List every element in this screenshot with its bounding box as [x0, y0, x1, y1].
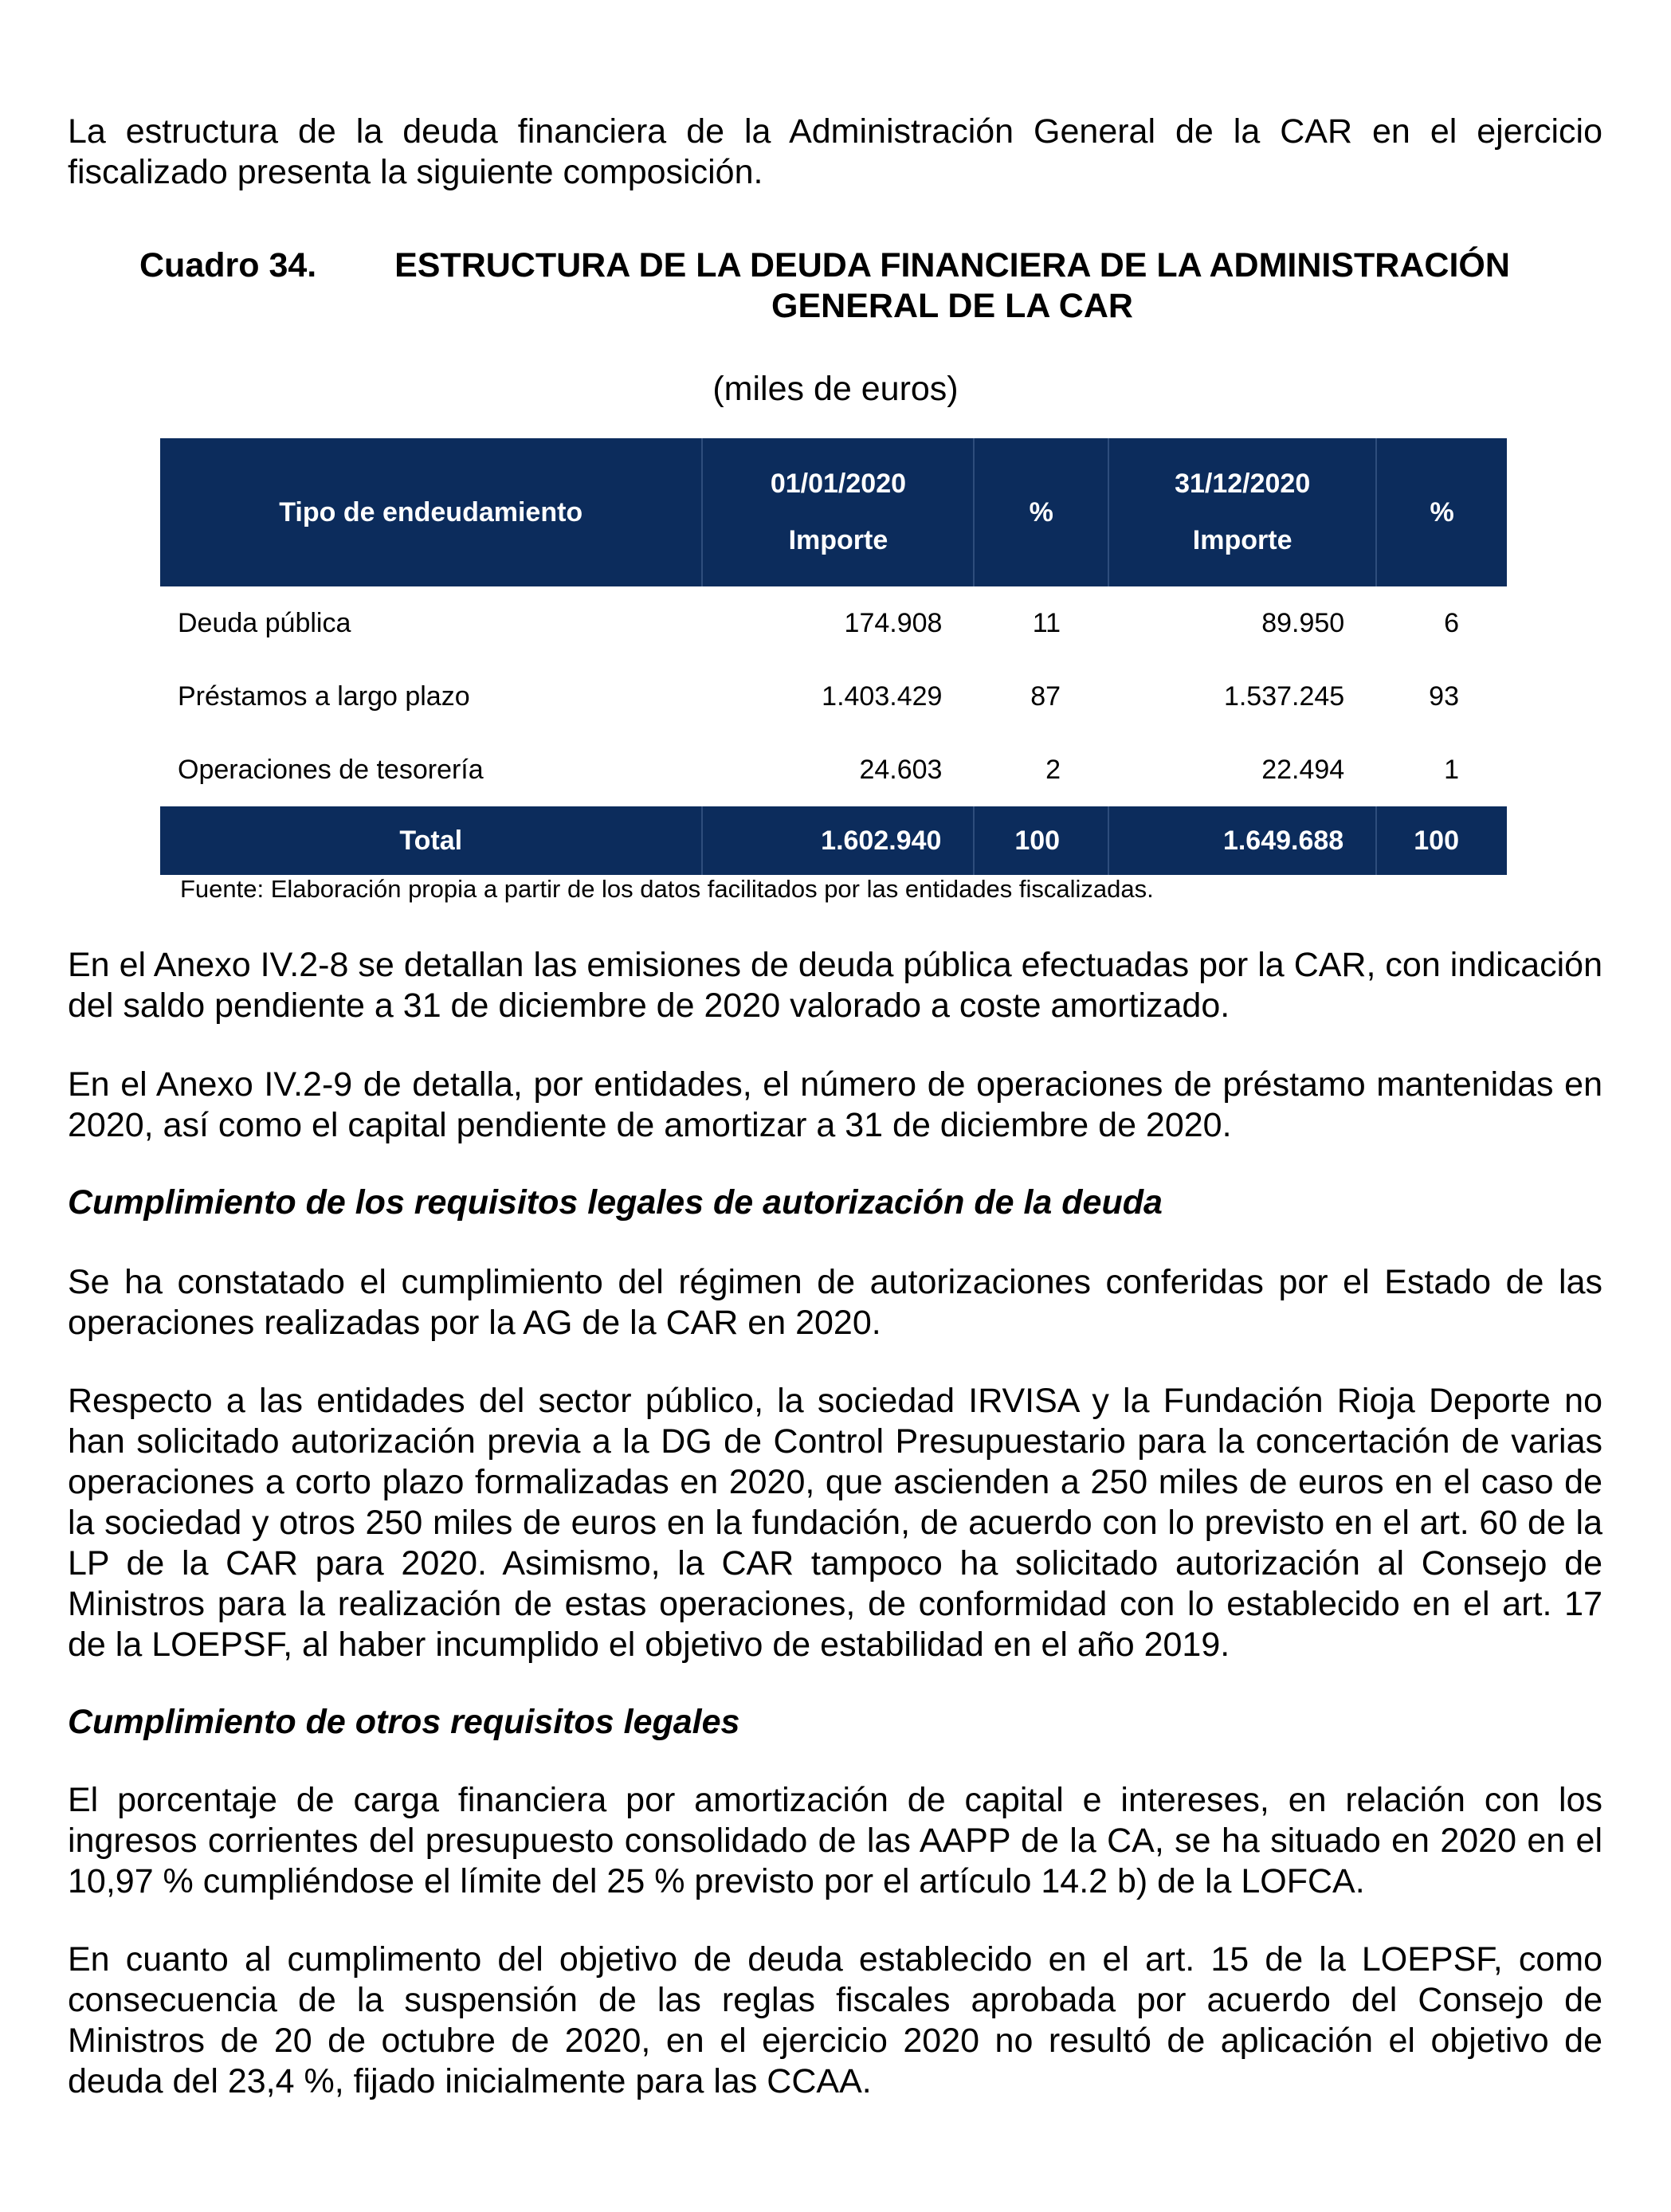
table-number: Cuadro 34. — [139, 246, 317, 284]
total-label: Total — [160, 806, 702, 875]
debt-structure-table — [160, 438, 1507, 875]
table-row — [160, 586, 1507, 660]
row-pct-end: 6 — [1444, 607, 1459, 638]
paragraph-sector-publico: Respecto a las entidades del sector público, la sociedad IRVISA y la Fundación Rioja Deporte no han solicitado autorización previa a la DG de Control Presupuestario para la concertación de varias operaciones a corto plazo formalizadas en 2020, que ascienden a 250 miles de euros en el caso de la sociedad y otros 250 miles de euros en la fundación, de acuerdo con lo previsto en el art. 60 de la LP de la CAR para 2020. Asimismo, la CAR tampoco ha solicitado autorización al Consejo de Ministros para la realización de estas operaciones, de conformidad con lo establecido en el art. 17 de la LOEPSF, al haber incumplido el objetivo de estabilidad en el año 2019. — [68, 1382, 1602, 1664]
header-date2 — [1108, 438, 1376, 586]
row-pct-start: 87 — [1030, 680, 1061, 712]
header-date1 — [702, 438, 974, 586]
intro-paragraph: La estructura de la deuda financiera de la Administración General de la CAR en el ejercicio fiscalizado presenta la siguiente composición. — [68, 112, 1602, 191]
paragraph-anexo-8: En el Anexo IV.2-8 se detallan las emisiones de deuda pública efectuadas por la CAR, con indicación del saldo pendiente a 31 de diciembre de 2020 valorado a coste amortizado. — [68, 946, 1602, 1025]
paragraph-objetivo-deuda: En cuanto al cumplimento del objetivo de deuda establecido en el art. 15 de la LOEPSF, como consecuencia de la suspensión de las reglas fiscales aprobada por acuerdo del Consejo de Ministros de 20 de octubre de 2020, en el ejercicio 2020 no resultó de aplicación el objetivo de deuda del 23,4 %, fijado inicialmente para las CCAA. — [68, 1940, 1602, 2100]
paragraph-anexo-9: En el Anexo IV.2-9 de detalla, por entidades, el número de operaciones de préstamo mantenidas en 2020, así como el capital pendiente de amortizar a 31 de diciembre de 2020. — [68, 1065, 1602, 1144]
row-importe-end: 89.950 — [1261, 607, 1345, 638]
total-importe-end: 1.649.688 — [1108, 806, 1376, 875]
row-pct-end: 93 — [1429, 680, 1459, 712]
paragraph-carga-financiera: El porcentaje de carga financiera por amortización de capital e intereses, en relación con los ingresos corrientes del presupuesto consolidado de las AAPP de la CA, se ha situado en 2020 en el 10,97 % cumpliéndose el límite del 25 % previsto por el artículo 14.2 b) de la LOFCA. — [68, 1781, 1602, 1900]
row-importe-end: 22.494 — [1261, 754, 1345, 785]
row-label: Operaciones de tesorería — [178, 754, 484, 785]
table-header-row — [160, 438, 1507, 586]
total-pct-end: 100 — [1376, 806, 1507, 875]
heading-autorizacion: Cumplimiento de los requisitos legales de autorización de la deuda — [68, 1183, 1163, 1222]
header-type: Tipo de endeudamiento — [160, 438, 702, 586]
table-title: ESTRUCTURA DE LA DEUDA FINANCIERA DE LA ADMINISTRACIÓN GENERAL DE LA CAR — [394, 246, 1510, 325]
paragraph-autorizaciones: Se ha constatado el cumplimiento del régimen de autorizaciones conferidas por el Estado de las operaciones realizadas por la AG de la CAR en 2020. — [68, 1263, 1602, 1342]
header-pct2: % — [1376, 438, 1507, 586]
heading-otros-requisitos: Cumplimiento de otros requisitos legales — [68, 1703, 740, 1741]
row-pct-start: 2 — [1045, 754, 1061, 785]
header-date1-sub: Importe — [788, 525, 888, 555]
row-importe-start: 174.908 — [844, 607, 943, 638]
table-row — [160, 733, 1507, 806]
row-label: Préstamos a largo plazo — [178, 680, 470, 712]
header-date1-label: 01/01/2020 — [770, 469, 907, 499]
table-row — [160, 660, 1507, 733]
table-total-row — [160, 806, 1507, 875]
table-units: (miles de euros) — [712, 370, 959, 408]
row-pct-start: 11 — [1032, 607, 1061, 638]
header-date2-sub: Importe — [1192, 525, 1292, 555]
row-importe-start: 1.403.429 — [822, 680, 943, 712]
row-importe-start: 24.603 — [859, 754, 943, 785]
row-pct-end: 1 — [1444, 754, 1459, 785]
row-importe-end: 1.537.245 — [1223, 680, 1345, 712]
total-pct-start: 100 — [974, 806, 1108, 875]
table-source: Fuente: Elaboración propia a partir de los datos facilitados por las entidades fiscalizadas. — [180, 875, 1154, 903]
header-date2-label: 31/12/2020 — [1175, 469, 1311, 499]
total-importe-start: 1.602.940 — [702, 806, 974, 875]
row-label: Deuda pública — [178, 607, 351, 638]
header-pct1: % — [974, 438, 1108, 586]
